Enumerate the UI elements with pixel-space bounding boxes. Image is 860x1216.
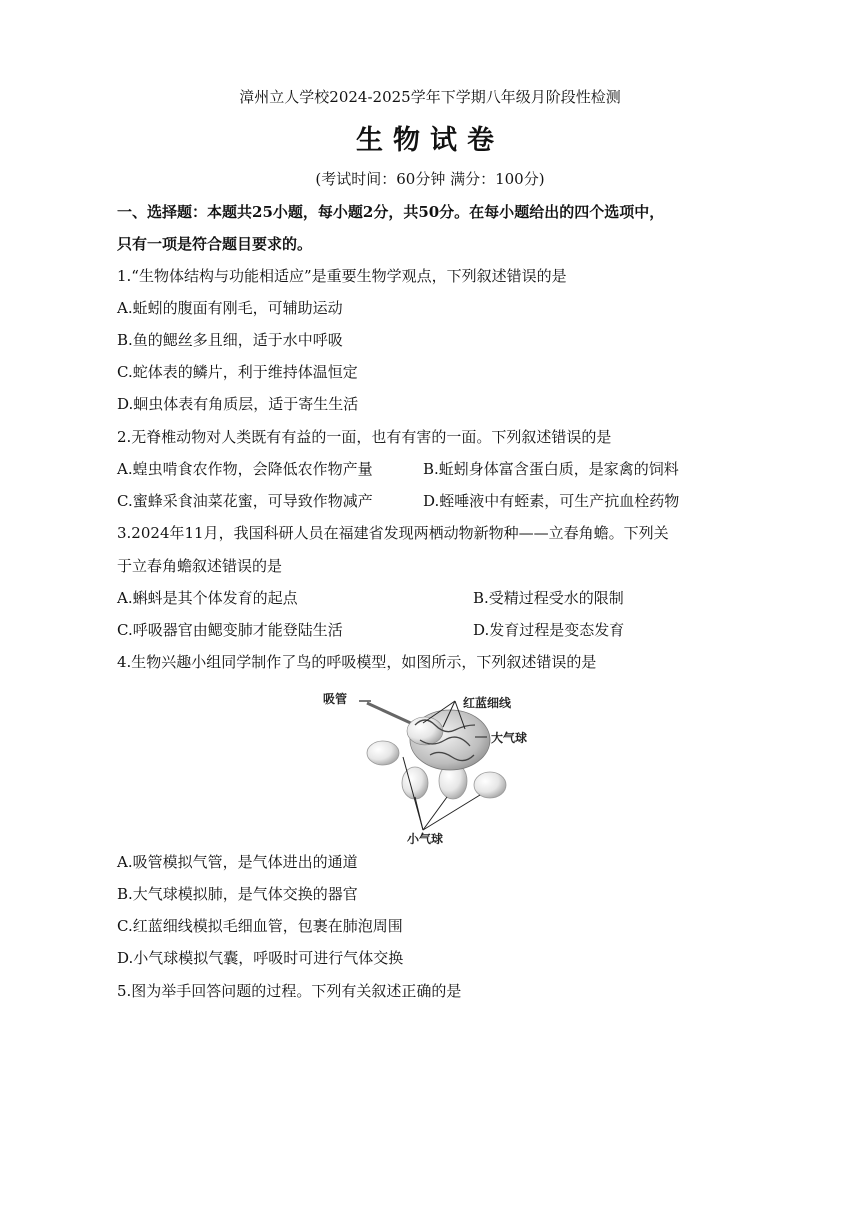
q1-option-d: D.蛔虫体表有角质层，适于寄生生活 — [117, 395, 359, 413]
exam-time-info: (考试时间：60分钟 满分：100分) — [315, 170, 545, 188]
q5-stem: 5.图为举手回答问题的过程。下列有关叙述正确的是 — [117, 982, 462, 1000]
q3-options-row1 — [117, 588, 624, 608]
q3-option-d: D.发育过程是变态发育 — [473, 621, 625, 639]
q1-option-b: B.鱼的鳃丝多且细，适于水中呼吸 — [117, 331, 343, 349]
q1-option-a: A.蚯蚓的腹面有刚毛，可辅助运动 — [117, 299, 343, 317]
q2-option-c: C.蜜蜂采食油菜花蜜，可导致作物减产 — [117, 492, 373, 510]
section-heading-line1: 一、选择题：本题共25小题，每小题2分，共50分。在每小题给出的四个选项中， — [117, 203, 665, 221]
q3-options-row2 — [117, 620, 625, 640]
q4-stem: 4.生物兴趣小组同学制作了鸟的呼吸模型，如图所示，下列叙述错误的是 — [117, 653, 597, 671]
q2-stem: 2.无脊椎动物对人类既有有益的一面，也有有害的一面。下列叙述错误的是 — [117, 428, 612, 446]
q2-option-d: D.蛭唾液中有蛭素，可生产抗血栓药物 — [423, 492, 680, 510]
q4-option-a: A.吸管模拟气管，是气体进出的通道 — [117, 853, 358, 871]
q3-option-c: C.呼吸器官由鳃变肺才能登陆生活 — [117, 621, 343, 639]
label-small-balloon: 小气球 — [407, 832, 444, 845]
q1-stem: 1.“生物体结构与功能相适应”是重要生物学观点，下列叙述错误的是 — [117, 267, 567, 285]
q2-option-b: B.蚯蚓身体富含蛋白质，是家禽的饲料 — [423, 460, 679, 478]
page-title: 生物试卷 — [356, 125, 504, 156]
label-big-balloon: 大气球 — [491, 731, 528, 745]
q2-option-a: A.蝗虫啃食农作物，会降低农作物产量 — [117, 460, 373, 478]
q4-option-c: C.红蓝细线模拟毛细血管，包裹在肺泡周围 — [117, 917, 403, 935]
q2-options-row1 — [117, 459, 679, 479]
label-straw: 吸管 — [323, 692, 348, 706]
small-balloon-2 — [402, 767, 428, 799]
small-balloon-4 — [474, 772, 506, 798]
q3-stem-line2: 于立春角蟾叙述错误的是 — [117, 557, 283, 575]
q1-option-c: C.蛇体表的鳞片，利于维持体温恒定 — [117, 363, 358, 381]
q3-option-a: A.蝌蚪是其个体发育的起点 — [117, 589, 298, 607]
school-header: 漳州立人学校2024-2025学年下学期八年级月阶段性检测 — [239, 88, 621, 106]
q3-stem-line1: 3.2024年11月，我国科研人员在福建省发现两栖动物新物种——立春角蟾。下列关 — [117, 524, 669, 542]
q2-options-row2 — [117, 491, 680, 511]
straw-shape — [367, 703, 415, 725]
q4-option-d: D.小气球模拟气囊，呼吸时可进行气体交换 — [117, 949, 404, 967]
q4-option-b: B.大气球模拟肺，是气体交换的器官 — [117, 885, 358, 903]
bird-respiration-model-figure — [315, 685, 545, 845]
q3-option-b: B.受精过程受水的限制 — [473, 589, 624, 607]
label-thread: 红蓝细线 — [463, 696, 512, 710]
section-heading-line2: 只有一项是符合题目要求的。 — [117, 235, 313, 253]
small-balloon-1 — [367, 741, 399, 765]
